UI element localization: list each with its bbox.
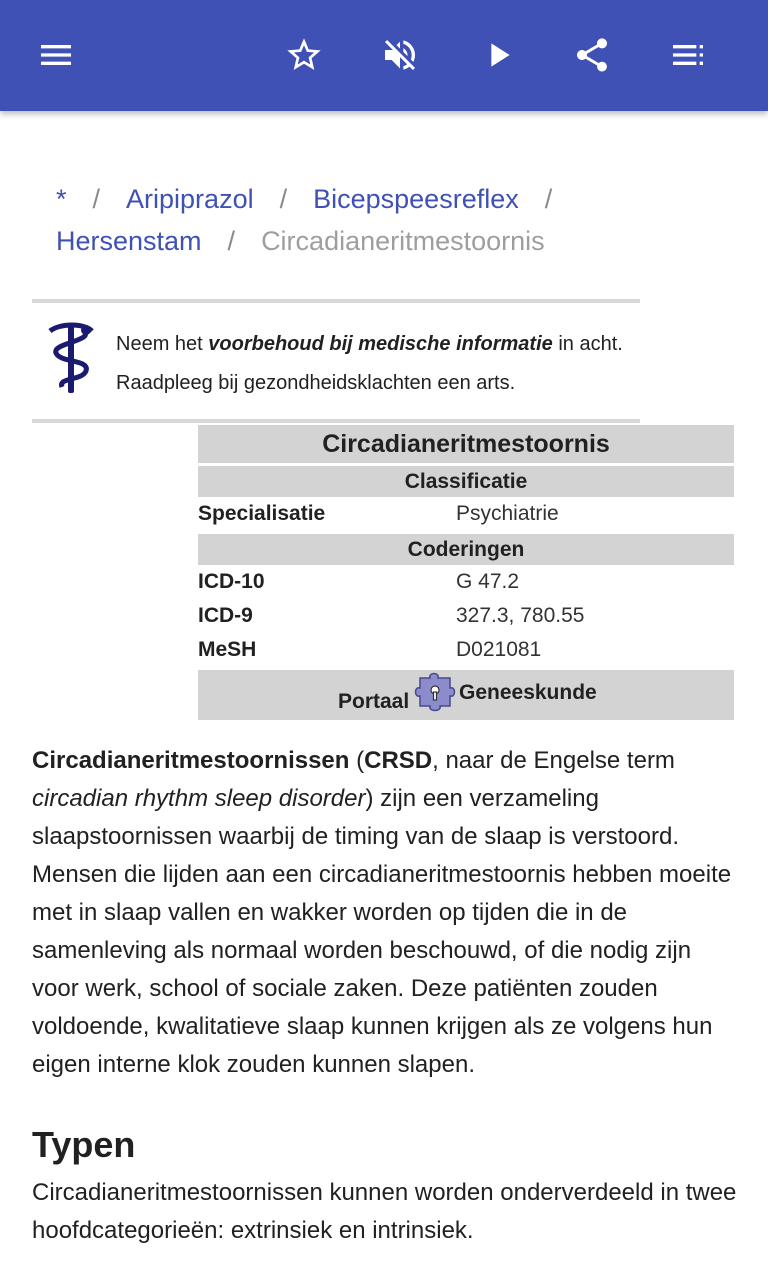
breadcrumb-separator: / — [92, 184, 101, 214]
breadcrumb-item-aripiprazol[interactable]: Aripiprazol — [126, 184, 254, 214]
app-toolbar — [0, 0, 768, 111]
breadcrumb-item-bicepspeesreflex[interactable]: Bicepspeesreflex — [313, 184, 519, 214]
disclaimer-prefix: Neem het — [116, 333, 209, 355]
breadcrumb — [56, 178, 746, 262]
breadcrumb-item-hersenstam[interactable]: Hersenstam — [56, 226, 202, 256]
portal-link[interactable]: Geneeskunde — [459, 681, 597, 704]
breadcrumb-separator: / — [279, 184, 288, 214]
breadcrumb-item-home[interactable]: * — [56, 184, 67, 214]
caduceus-icon — [46, 321, 96, 395]
section-heading-typen: Typen — [32, 1124, 136, 1165]
article-intro — [32, 742, 738, 1084]
infobox-row-specialisatie — [198, 497, 734, 531]
article-term: Circadianeritmestoornissen — [32, 747, 350, 774]
article-text-1: , naar de Engelse term — [432, 747, 675, 774]
infobox-row-mesh — [198, 633, 734, 667]
playlist-icon[interactable] — [660, 27, 716, 83]
infobox-key: Specialisatie — [198, 502, 326, 525]
infobox-key[interactable]: ICD-10 — [198, 570, 265, 593]
portal-label: Portaal — [338, 690, 410, 713]
infobox-row-icd10 — [198, 565, 734, 599]
disclaimer-suffix: in acht. — [552, 333, 623, 355]
infobox-value[interactable]: 327.3, 780.55 — [456, 604, 585, 627]
article-english-term: circadian rhythm sleep disorder — [32, 785, 366, 812]
article-text-2: ) zijn een verzameling slaapstoornissen waarbij de timing van de slaap is verstoord. Mensen die lijden aan een circadianeritmestoornis hebben moeite met in slaap vallen en wakker worden op tijden die in de samenleving als normaal worden beschouwd, of die nodig zijn voor werk, school of sociale zaken. Deze patiënten zouden voldoende, kwalitatieve slaap kunnen krijgen als ze volgens hun eigen interne klok zouden kunnen slapen. — [32, 785, 732, 1078]
article-abbr: CRSD — [364, 747, 433, 774]
disclaimer-link[interactable]: voorbehoud bij medische informatie — [208, 333, 553, 355]
star-icon[interactable] — [276, 27, 332, 83]
infobox-portal — [198, 670, 734, 720]
disclaimer-line-2: Raadpleeg bij gezondheidsklachten een arts. — [116, 372, 516, 394]
infobox-key[interactable]: ICD-9 — [198, 604, 253, 627]
infobox-value[interactable]: D021081 — [456, 638, 542, 661]
medical-disclaimer — [32, 299, 640, 423]
infobox-coderingen-header: Coderingen — [198, 534, 734, 565]
breadcrumb-separator: / — [227, 226, 236, 256]
infobox — [198, 425, 734, 720]
section-paragraph: Circadianeritmestoornissen kunnen worden onderverdeeld in twee hoofdcategorieën: extrinsiek en intrinsiek. — [32, 1179, 737, 1244]
infobox-value[interactable]: Psychiatrie — [456, 502, 559, 525]
infobox-classificatie-header: Classificatie — [198, 466, 734, 497]
volume-off-icon[interactable] — [372, 27, 428, 83]
breadcrumb-current: Circadianeritmestoornis — [261, 226, 545, 256]
infobox-value[interactable]: G 47.2 — [456, 570, 520, 593]
play-icon[interactable] — [470, 27, 526, 83]
breadcrumb-separator: / — [544, 184, 553, 214]
disclaimer-line-1 — [116, 333, 623, 356]
article-open-paren: ( — [349, 747, 365, 774]
infobox-key[interactable]: MeSH — [198, 638, 257, 661]
menu-icon[interactable] — [28, 27, 84, 83]
infobox-row-icd9 — [198, 599, 734, 633]
puzzle-icon — [414, 670, 458, 712]
share-icon[interactable] — [564, 27, 620, 83]
infobox-title: Circadianeritmestoornis — [198, 425, 734, 463]
